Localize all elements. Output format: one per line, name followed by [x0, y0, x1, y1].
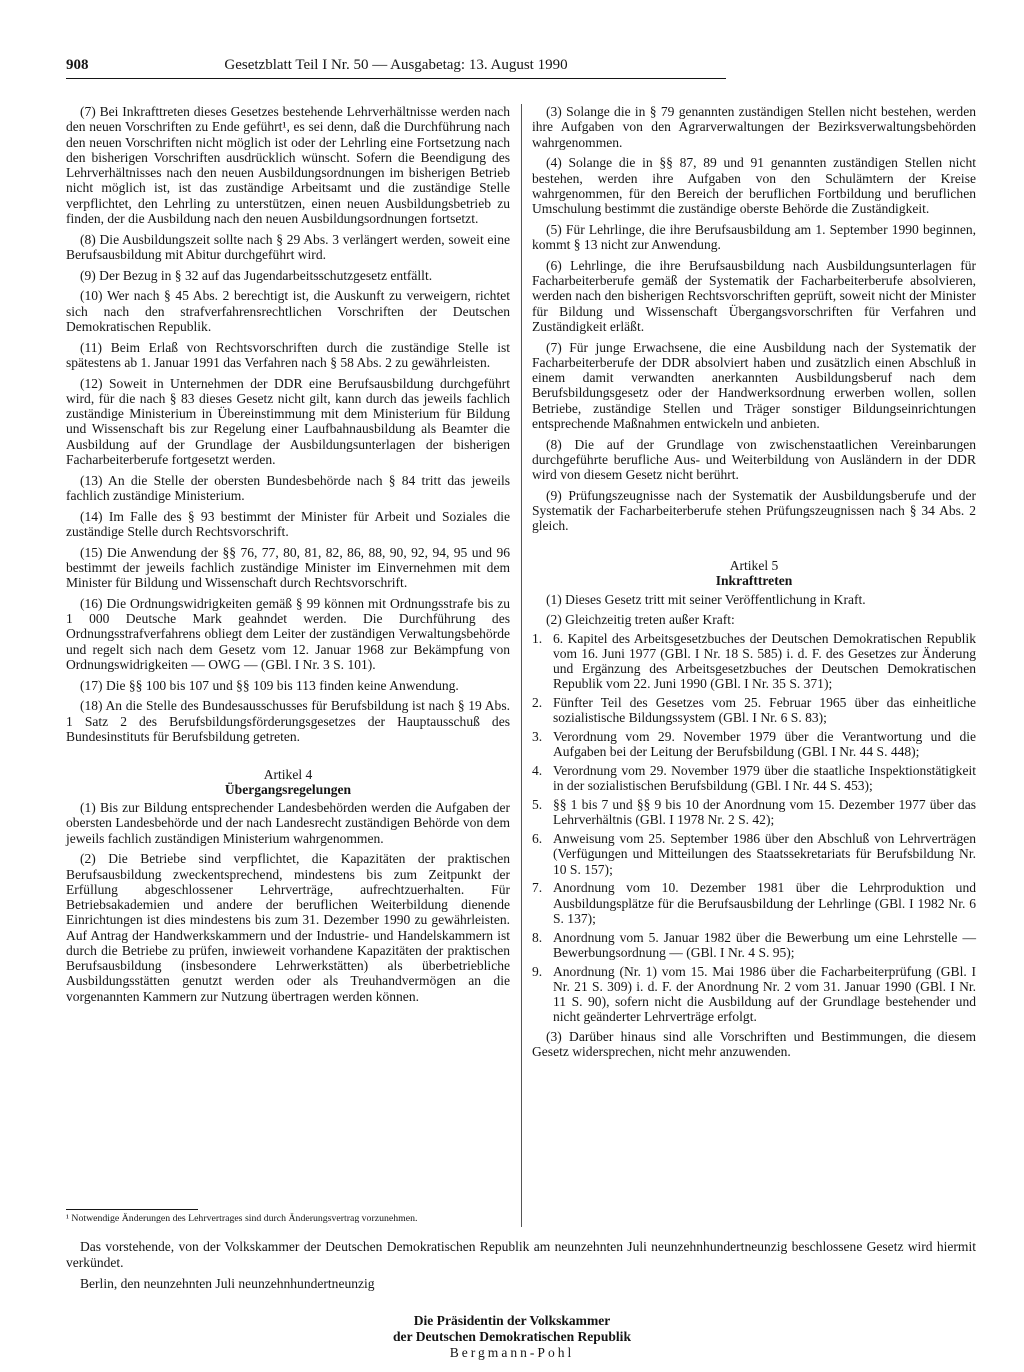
column-divider [521, 104, 522, 1227]
paragraph-14: (14) Im Falle des § 93 bestimmt der Minister für Arbeit und Soziales die zuständige Stelle durch Rechtsvorschrift. [66, 508, 510, 539]
signature-title-1: Die Präsidentin der Volkskammer [413, 1313, 611, 1328]
list-item: 3. Verordnung vom 29. November 1979 über die Verantwortung und die Aufgaben bei der Leitung der Berufsbildung (GBl. I Nr. 44 S. 448); [532, 729, 976, 760]
signatory-name: Bergmann-Pohl [449, 1345, 575, 1360]
paragraph-7: (7) Bei Inkrafttreten dieses Gesetzes bestehende Lehrverhältnisse werden nach den neuen Vorschriften zu Ende geführt¹, es sei denn, daß die Durchführung nach den neuen Vorschriften nicht möglich ist oder der Lehrling eine Fortsetzung nach den bisherigen Vorschriften ausdrücklich wünscht. Sofern die Beendigung des Lehrverhältnisses nach den neuen Ausbildungsordnungen im bisherigen Betrieb nicht möglich ist, ist das zuständige Arbeitsamt und die zuständige Stelle verpflichtet, den Lehrling zu unterstützen, einen neuen Ausbildungsbetrieb zu finden, der die Ausbildung nach den neuen Ausbildungsordnungen fortsetzt. [66, 104, 510, 226]
page-number: 908 [66, 57, 89, 73]
article-5-title: Inkrafttreten [715, 573, 793, 589]
article-5-paragraph-3: (3) Darüber hinaus sind alle Vorschriften und Bestimmungen, die diesem Gesetz widersprechen, nicht mehr anzuwenden. [532, 1028, 976, 1059]
left-column [66, 104, 510, 1009]
paragraph-6: (6) Lehrlinge, die ihre Berufsausbildung nach Ausbildungsunterlagen für Facharbeiterberufe gemäß der Systematik der Facharbeiterberufe absolvieren, werden nach den bisherigen Rechtsvorschriften geprüft, soweit nicht der Minister für Bildung und Wissenschaft Übergangsvorschriften für Verfahren und Zuständigkeit erläßt. [532, 257, 976, 334]
gazette-title: Gesetzblatt Teil I Nr. 50 — Ausgabetag: 13. August 1990 [224, 57, 568, 73]
signature-title-2: der Deutschen Demokratischen Republik [393, 1329, 631, 1344]
repealed-list [532, 631, 976, 1025]
promulgation-statement: Das vorstehende, von der Volkskammer der Deutschen Demokratischen Republik am neunzehnten Juli neunzehnhundertneunzig beschlossene Gesetz wird hiermit verkündet. [66, 1239, 976, 1270]
article-4-heading: Artikel 4 [263, 766, 313, 782]
paragraph-10: (10) Wer nach § 45 Abs. 2 berechtigt ist, die Auskunft zu verweigern, richtet sich nach den strafverfahrensrechtlichen Vorschriften der Deutschen Demokratischen Republik. [66, 288, 510, 334]
list-item: 8. Anordnung vom 5. Januar 1982 über die Bewerbung um eine Lehrstelle — Bewerbungsordnung — (GBl. I Nr. 4 S. 95); [532, 929, 976, 960]
right-column [532, 104, 976, 1065]
paragraph-12: (12) Soweit in Unternehmen der DDR eine Berufsausbildung durchgeführt wird, für die nach § 83 dieses Gesetz nicht gilt, kann durch das jeweils fachlich zuständige Ministerium in Übereinstimmung mit dem Ministerium für Bildung und Wissenschaft bis zur Regelung einer Laufbahnausbildung als Beamter die Ausbildung auf der Grundlage der Ausbildungsunterlagen der bisherigen Facharbeiterberufe fortgesetzt werden. [66, 375, 510, 467]
list-item: 6. Anweisung vom 25. September 1986 über den Abschluß von Lehrverträgen (Verfügungen und Mitteilungen des Staatssekretariats für Berufsbildung Nr. 10 S. 157); [532, 831, 976, 877]
paragraph-18: (18) An die Stelle des Bundesausschusses für Berufsbildung ist nach § 19 Abs. 1 Satz 2 des Berufsbildungsförderungsgesetzes der Hauptausschuß des Bundesinstituts für Berufsbildung getreten. [66, 698, 510, 744]
paragraph-9: (9) Der Bezug in § 32 auf das Jugendarbeitsschutzgesetz entfällt. [80, 267, 433, 283]
paragraph-8: (8) Die Ausbildungszeit sollte nach § 29 Abs. 3 verlängert werden, soweit eine Berufsausbildung mit Abitur durchgeführt wird. [66, 231, 510, 262]
list-item: 7. Anordnung vom 10. Dezember 1981 über die Lehrproduktion und Ausbildungsplätze für die Berufsausbildung der Lehrlinge (GBl. I 1982 Nr. 6 S. 137); [532, 880, 976, 926]
paragraph-5: (5) Für Lehrlinge, die ihre Berufsausbildung am 1. September 1990 beginnen, kommt § 13 nicht zur Anwendung. [532, 221, 976, 252]
paragraph-16: (16) Die Ordnungswidrigkeiten gemäß § 99 können mit Ordnungsstrafe bis zu 1 000 Deutsche Mark geahndet werden. Die Durchführung des Ordnungsstrafverfahrens obliegt dem Leiter der zuständigen Verwaltungsbehörde und regelt sich nach dem Gesetz vom 12. Januar 1968 zur Bekämpfung von Ordnungswidrigkeiten — OWG — (GBl. I Nr. 3 S. 101). [66, 595, 510, 672]
paragraph-3: (3) Solange die in § 79 genannten zuständigen Stellen nicht bestehen, werden ihre Aufgaben von den Agrarverwaltungen der Bezirksverwaltungsbehörden wahrgenommen. [532, 104, 976, 150]
paragraph-13: (13) An die Stelle der obersten Bundesbehörde nach § 84 tritt das jeweils fachlich zuständige Ministerium. [66, 472, 510, 503]
header-rule [66, 78, 726, 79]
list-item: 1. 6. Kapitel des Arbeitsgesetzbuches der Deutschen Demokratischen Republik vom 16. Juni 1977 (GBl. I Nr. 18 S. 585) i. d. F. des Gesetzes zur Änderung und Ergänzung des Arbeitsgesetzbuches der Deutschen Demokratischen Republik vom 22. Juni 1990 (GBl. I Nr. 35 S. 371); [532, 630, 976, 692]
article-4-paragraph-2: (2) Die Betriebe sind verpflichtet, die Kapazitäten der praktischen Berufsausbildung zweckentsprechend, mindestens bis zum Zeitpunkt der Erfüllung abgeschlossener Lehrverträge, aufrechtzuerhalten. Für Betriebsakademien und andere der beruflichen Weiterbildung dienende Einrichtungen ist dies mindestens bis zum 31. Dezember 1990 zu gewährleisten. Auf Antrag der Handwerkskammern und der Industrie- und Handelskammern ist durch die Betriebe zu prüfen, inwieweit vorhandene Kapazitäten der praktischen Berufsausbildung (insbesondere Lehrwerkstätten) als überbetriebliche Ausbildungsstätten genutzt werden oder als Treuhandvermögen an die vorgenannten Kammern zur Nutzung übertragen werden können. [66, 851, 510, 1004]
article-5-heading: Artikel 5 [729, 558, 779, 573]
list-item: 4. Verordnung vom 29. November 1979 über die staatliche Inspektionstätigkeit in der sozialistischen Berufsbildung (GBl. I Nr. 44 S. 453); [532, 763, 976, 794]
paragraph-17: (17) Die §§ 100 bis 107 und §§ 109 bis 113 finden keine Anwendung. [80, 677, 459, 693]
footnote: ¹ Notwendige Änderungen des Lehrvertrages sind durch Änderungsvertrag vorzunehmen. [66, 1213, 418, 1224]
list-item: 5. §§ 1 bis 7 und §§ 9 bis 10 der Anordnung vom 15. Dezember 1977 über das Lehrverhältnis (GBl. I 1978 Nr. 2 S. 42); [532, 797, 976, 828]
place-date: Berlin, den neunzehnten Juli neunzehnhundertneunzig [80, 1276, 375, 1291]
promulgation-text [66, 1239, 976, 1298]
article-4-paragraph-1: (1) Bis zur Bildung entsprechender Landesbehörden werden die Aufgaben der obersten Landesbehörde und der nach Landesrecht zuständigen Behörde von dem jeweils fachlich zuständigen Ministerium wahrgenommen. [66, 800, 510, 846]
paragraph-15: (15) Die Anwendung der §§ 76, 77, 80, 81, 82, 86, 88, 90, 92, 94, 95 und 96 bestimmt der jeweils fachlich zuständige Minister im Einvernehmen mit dem Minister für Bildung und Wissenschaft durch Rechtsvorschrift. [66, 544, 510, 590]
article-5-paragraph-2: (2) Gleichzeitig treten außer Kraft: [546, 612, 735, 628]
footnote-rule [66, 1209, 198, 1210]
list-item: 2. Fünfter Teil des Gesetzes vom 25. Februar 1965 über das einheitliche sozialistische Bildungssystem (GBl. I Nr. 6 S. 83); [532, 695, 976, 726]
paragraph-11: (11) Beim Erlaß von Rechtsvorschriften durch die zuständige Stelle ist spätestens ab 1. Januar 1991 das Verfahren nach § 58 Abs. 2 zu gewährleisten. [66, 339, 510, 370]
signature-block [0, 1313, 1024, 1361]
article-5-paragraph-1: (1) Dieses Gesetz tritt mit seiner Veröffentlichung in Kraft. [546, 591, 866, 607]
list-item: 9. Anordnung (Nr. 1) vom 15. Mai 1986 über die Facharbeiterprüfung (GBl. I Nr. 21 S. 309) i. d. F. der Anordnung Nr. 2 vom 31. Januar 1990 (GBl. I Nr. 11 S. 90), sofern nicht die Ausbildung auf der Grundlage bestehender und nicht geänderter Lehrverträge erfolgt. [532, 963, 976, 1025]
paragraph-8-right: (8) Die auf der Grundlage von zwischenstaatlichen Vereinbarungen durchgeführte berufliche Aus- und Weiterbildung von Ausländern in der DDR wird von diesem Gesetz nicht berührt. [532, 436, 976, 482]
page-header [66, 57, 726, 79]
paragraph-9-right: (9) Prüfungszeugnisse nach der Systematik der Ausbildungsberufe und der Systematik der Facharbeiterberufe stehen Prüfungszeugnissen nach § 34 Abs. 2 gleich. [532, 487, 976, 534]
article-4-title: Übergangsregelungen [224, 781, 352, 797]
paragraph-4: (4) Solange die in §§ 87, 89 und 91 genannten zuständigen Stellen nicht bestehen, werden ihre Aufgaben von den Schulämtern der Kreise wahrgenommen, für den Bereich der beruflichen Fortbildung und beruflichen Umschulung bestimmt die zuständige oberste Behörde die Zuständigkeit. [532, 155, 976, 216]
paragraph-7-right: (7) Für junge Erwachsene, die eine Ausbildung nach der Systematik der Facharbeiterberufe der DDR absolviert haben und zusätzlich einen Abschluß in einem damit verwandten anerkannten Ausbildungsberuf nach dem Berufsbildungsgesetz oder der Handwerksordnung erwerben wollen, sollen Betriebe, zuständige Stellen und Träger sonstiger Bildungseinrichtungen entsprechende Maßnahmen entwickeln und anbieten. [532, 339, 976, 431]
